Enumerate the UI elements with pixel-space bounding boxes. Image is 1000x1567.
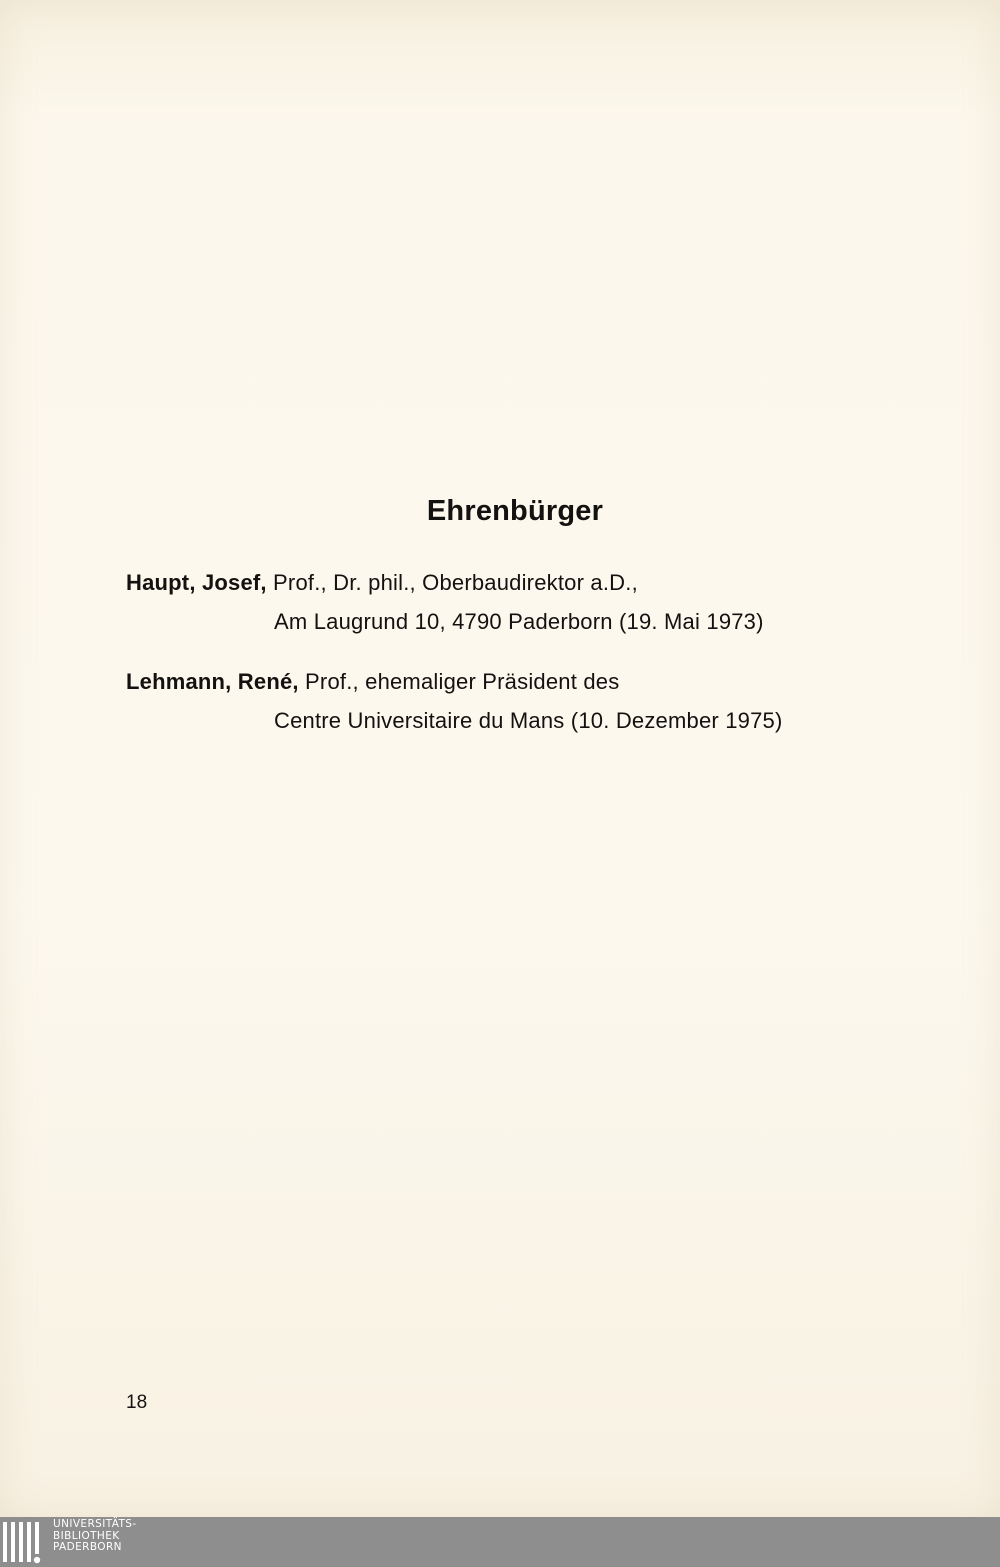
logo-line-2: BIBLIOTHEK xyxy=(53,1529,120,1542)
library-footer-bar xyxy=(0,1517,1000,1567)
library-logo-icon xyxy=(2,1519,48,1565)
logo-line-3: PADERBORN xyxy=(53,1541,122,1553)
entry-haupt-line-1 xyxy=(126,570,638,596)
entry-lehmann-line-2: Centre Universitaire du Mans (10. Dezember 1975) xyxy=(274,708,783,733)
library-logo xyxy=(0,1517,180,1567)
entry-haupt-name: Haupt, Josef, xyxy=(126,570,267,595)
entry-lehmann-name: Lehmann, René, xyxy=(126,669,299,694)
page-title: Ehrenbürger xyxy=(426,495,604,527)
entry-lehmann-line-1 xyxy=(126,669,619,695)
logo-line-1: UNIVERSITÄTS- xyxy=(53,1518,137,1530)
page-number: 18 xyxy=(126,1392,148,1413)
library-logo-text xyxy=(53,1519,137,1554)
entry-lehmann-titles: Prof., ehemaliger Präsident des xyxy=(298,669,620,694)
entry-haupt-line-2: Am Laugrund 10, 4790 Paderborn (19. Mai 1973) xyxy=(274,609,764,634)
entry-haupt-titles: Prof., Dr. phil., Oberbaudirektor a.D., xyxy=(266,570,638,595)
